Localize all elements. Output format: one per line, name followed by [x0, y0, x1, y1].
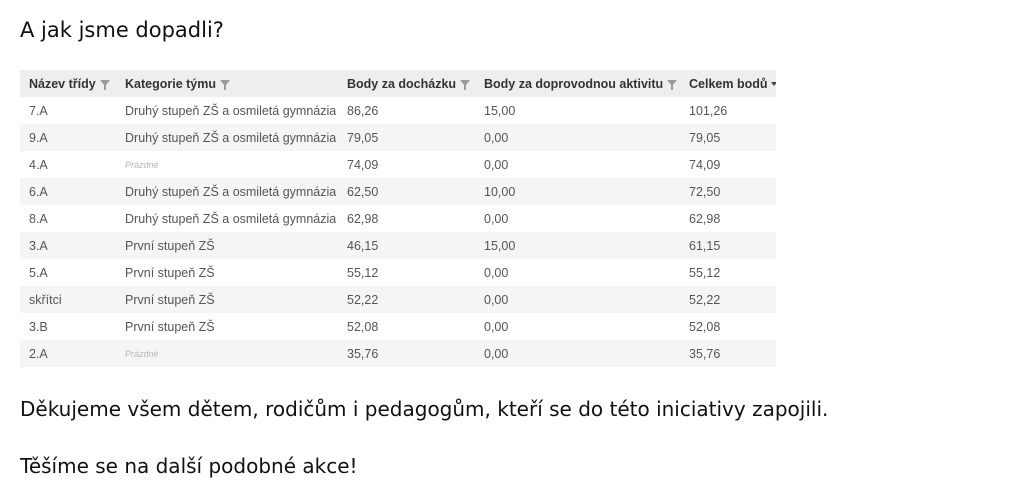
cell-activity-points: 15,00 — [475, 232, 680, 259]
column-header-label: Body za doprovodnou aktivitu — [484, 76, 664, 91]
table-row[interactable] — [20, 232, 776, 259]
cell-team-category: Druhý stupeň ZŠ a osmiletá gymnázia — [116, 124, 338, 151]
cell-team-category: První stupeň ZŠ — [116, 286, 338, 313]
column-header-attendance-points[interactable] — [338, 70, 475, 97]
table-header-row — [20, 70, 776, 97]
column-header-label: Název třídy — [29, 76, 96, 91]
table-row[interactable] — [20, 205, 776, 232]
cell-class-name: 5.A — [20, 259, 116, 286]
cell-class-name: skřítci — [20, 286, 116, 313]
cell-team-category: Prázdné — [116, 340, 338, 367]
cell-total-points: 35,76 — [680, 340, 776, 367]
cell-activity-points: 0,00 — [475, 340, 680, 367]
cell-team-category: První stupeň ZŠ — [116, 313, 338, 340]
cell-class-name: 3.A — [20, 232, 116, 259]
column-header-total-points[interactable] — [680, 70, 776, 97]
cell-activity-points: 0,00 — [475, 151, 680, 178]
cell-class-name: 9.A — [20, 124, 116, 151]
filter-icon[interactable] — [460, 80, 470, 86]
cell-attendance-points: 52,22 — [338, 286, 475, 313]
cell-total-points: 101,26 — [680, 97, 776, 124]
results-table — [20, 70, 776, 367]
cell-total-points: 72,50 — [680, 178, 776, 205]
cell-total-points: 52,22 — [680, 286, 776, 313]
cell-attendance-points: 74,09 — [338, 151, 475, 178]
sort-descending-icon[interactable] — [771, 82, 777, 86]
column-header-team-category[interactable] — [116, 70, 338, 97]
table-row[interactable] — [20, 97, 776, 124]
cell-attendance-points: 62,98 — [338, 205, 475, 232]
cell-activity-points: 15,00 — [475, 97, 680, 124]
cell-class-name: 6.A — [20, 178, 116, 205]
table-row[interactable] — [20, 340, 776, 367]
page-heading: A jak jsme dopadli? — [20, 18, 224, 42]
cell-total-points: 74,09 — [680, 151, 776, 178]
cell-attendance-points: 46,15 — [338, 232, 475, 259]
column-header-label: Kategorie týmu — [125, 76, 216, 91]
cell-team-category: První stupeň ZŠ — [116, 232, 338, 259]
table-row[interactable] — [20, 313, 776, 340]
table-row[interactable] — [20, 124, 776, 151]
column-header-class-name[interactable] — [20, 70, 116, 97]
cell-activity-points: 0,00 — [475, 124, 680, 151]
cell-total-points: 52,08 — [680, 313, 776, 340]
column-header-activity-points[interactable] — [475, 70, 680, 97]
cell-class-name: 3.B — [20, 313, 116, 340]
cell-attendance-points: 55,12 — [338, 259, 475, 286]
cell-class-name: 4.A — [20, 151, 116, 178]
table-row[interactable] — [20, 286, 776, 313]
filter-icon[interactable] — [667, 80, 677, 86]
cell-activity-points: 0,00 — [475, 286, 680, 313]
cell-team-category: Druhý stupeň ZŠ a osmiletá gymnázia — [116, 97, 338, 124]
cell-total-points: 62,98 — [680, 205, 776, 232]
cell-activity-points: 10,00 — [475, 178, 680, 205]
cell-team-category: Prázdné — [116, 151, 338, 178]
table-row[interactable] — [20, 151, 776, 178]
cell-class-name: 7.A — [20, 97, 116, 124]
column-header-label: Body za docházku — [347, 76, 457, 91]
cell-total-points: 79,05 — [680, 124, 776, 151]
cell-team-category: První stupeň ZŠ — [116, 259, 338, 286]
table-body — [20, 97, 776, 367]
cell-class-name: 2.A — [20, 340, 116, 367]
cell-team-category: Druhý stupeň ZŠ a osmiletá gymnázia — [116, 178, 338, 205]
table-row[interactable] — [20, 259, 776, 286]
cell-total-points: 61,15 — [680, 232, 776, 259]
cell-activity-points: 0,00 — [475, 313, 680, 340]
cell-attendance-points: 62,50 — [338, 178, 475, 205]
cell-activity-points: 0,00 — [475, 259, 680, 286]
cell-attendance-points: 35,76 — [338, 340, 475, 367]
filter-icon[interactable] — [220, 80, 230, 86]
filter-icon[interactable] — [100, 80, 110, 86]
cell-attendance-points: 86,26 — [338, 97, 475, 124]
cell-activity-points: 0,00 — [475, 205, 680, 232]
thanks-paragraph: Děkujeme všem dětem, rodičům i pedagogům, kteří se do této iniciativy zapojili. — [20, 397, 829, 421]
cell-team-category: Druhý stupeň ZŠ a osmiletá gymnázia — [116, 205, 338, 232]
cell-class-name: 8.A — [20, 205, 116, 232]
cell-total-points: 55,12 — [680, 259, 776, 286]
closing-paragraph: Těšíme se na další podobné akce! — [20, 454, 358, 478]
table-row[interactable] — [20, 178, 776, 205]
column-header-label: Celkem bodů — [689, 76, 768, 91]
cell-attendance-points: 52,08 — [338, 313, 475, 340]
cell-attendance-points: 79,05 — [338, 124, 475, 151]
